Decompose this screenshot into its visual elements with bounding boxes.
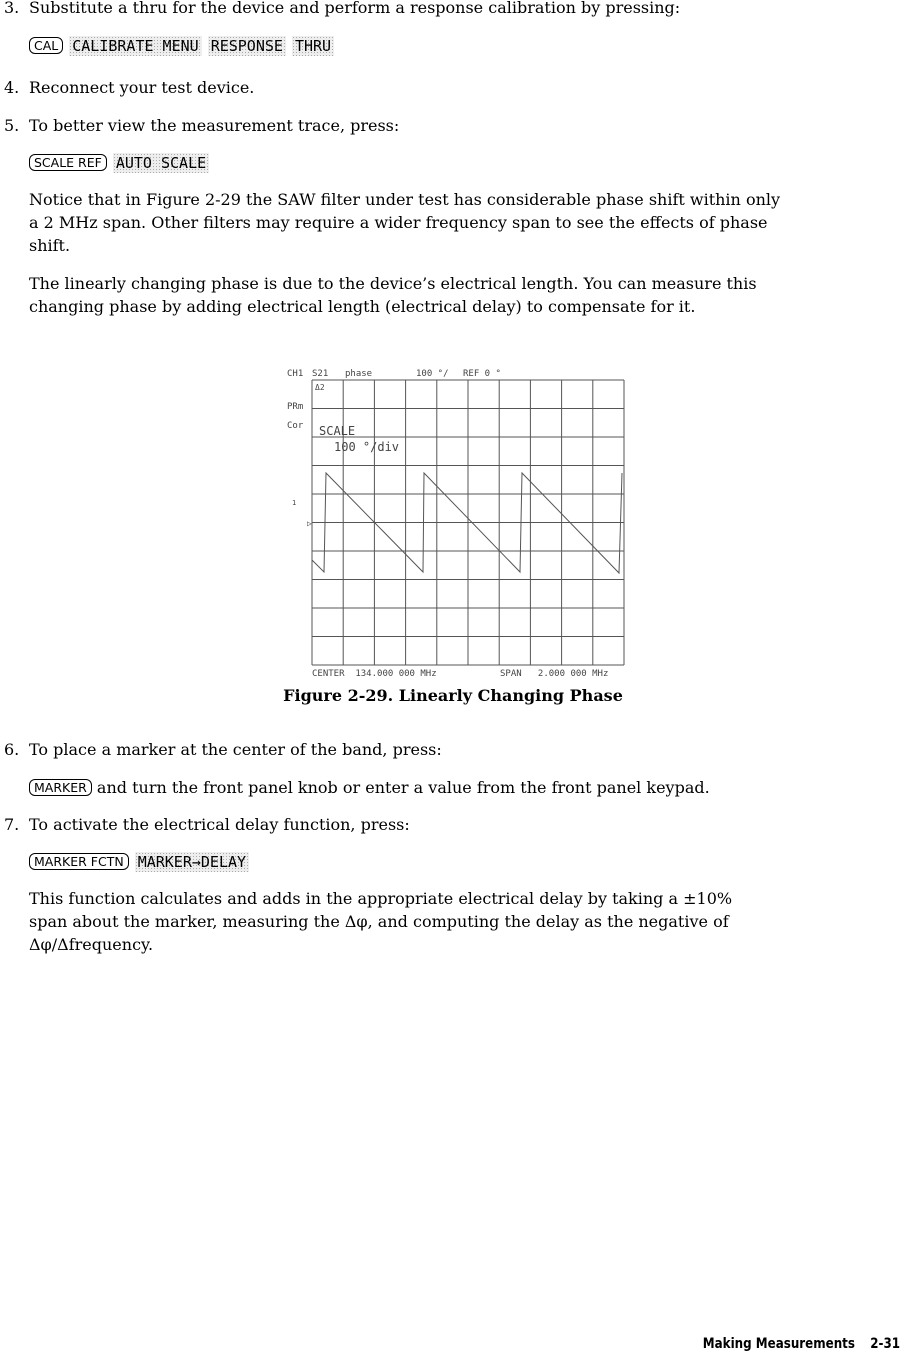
paragraph-line: shift.: [29, 236, 71, 255]
key-sequence: [29, 36, 334, 56]
page-footer: [687, 1336, 900, 1352]
scale-annotation-value: 100 °/div: [334, 440, 400, 454]
key-sequence: [29, 778, 710, 798]
page-number: 2-31: [870, 1336, 900, 1352]
paragraph-line: This function calculates and adds in the appropriate electrical delay by taking a ±10%: [29, 889, 733, 908]
key-sequence: [29, 153, 209, 173]
softkey-auto-scale: AUTO SCALE: [113, 153, 209, 173]
paragraph-line: span about the marker, measuring the Δφ, and computing the delay as the negative of: [29, 912, 729, 931]
step-text: and turn the front panel knob or enter a value from the front panel keypad.: [96, 778, 710, 797]
hardkey-cal: CAL: [29, 37, 63, 54]
softkey-thru: THRU: [292, 36, 334, 56]
format-label: phase: [345, 369, 373, 379]
paragraph-line: changing phase by adding electrical length (electrical delay) to compensate for it.: [29, 297, 696, 316]
step-number: 3.: [4, 0, 20, 17]
channel-label: CH1: [287, 369, 304, 379]
ref-number: 1: [292, 499, 297, 507]
step-number: 5.: [4, 116, 20, 135]
step-text: To activate the electrical delay function, press:: [29, 815, 410, 834]
step-text: To place a marker at the center of the band, press:: [29, 740, 442, 759]
cor-label: Cor: [287, 421, 304, 431]
scale-label: 100 °/: [416, 369, 449, 379]
figure-caption: Figure 2-29. Linearly Changing Phase: [283, 686, 623, 705]
hardkey-marker: MARKER: [29, 779, 92, 796]
graticule: [312, 380, 624, 665]
span-frequency: SPAN 2.000 000 MHz: [500, 669, 609, 679]
ref-pointer-icon: ▷: [307, 519, 312, 528]
step-text: Substitute a thru for the device and perform a response calibration by pressing:: [29, 0, 681, 17]
marker-label: Δ2: [315, 383, 325, 392]
paragraph-line: The linearly changing phase is due to the device’s electrical length. You can measure this: [29, 274, 757, 293]
parameter-label: S21: [312, 369, 329, 379]
softkey-marker-delay: MARKER→DELAY: [135, 852, 249, 872]
ref-label: REF 0 °: [463, 369, 501, 379]
key-sequence: [29, 852, 249, 872]
paragraph-line: a 2 MHz span. Other filters may require a wider frequency span to see the effects of phase: [29, 213, 768, 232]
step-number: 6.: [4, 740, 20, 759]
hardkey-marker-fctn: MARKER FCTN: [29, 853, 129, 870]
hardkey-scale-ref: SCALE REF: [29, 154, 107, 171]
softkey-calibrate-menu: CALIBRATE MENU: [69, 36, 201, 56]
paragraph-line: Δφ/Δfrequency.: [29, 935, 154, 954]
paragraph-line: Notice that in Figure 2-29 the SAW filter under test has considerable phase shift within only: [29, 190, 781, 209]
step-number: 4.: [4, 78, 20, 97]
step-number: 7.: [4, 815, 20, 834]
step-text: To better view the measurement trace, press:: [29, 116, 400, 135]
scale-annotation: SCALE: [319, 424, 356, 438]
section-title: Making Measurements: [702, 1336, 855, 1352]
step-text: Reconnect your test device.: [29, 78, 255, 97]
softkey-response: RESPONSE: [208, 36, 286, 56]
analyzer-display-figure: [280, 360, 640, 680]
center-frequency: CENTER 134.000 000 MHz: [312, 669, 437, 679]
prm-label: PRm: [287, 402, 304, 412]
